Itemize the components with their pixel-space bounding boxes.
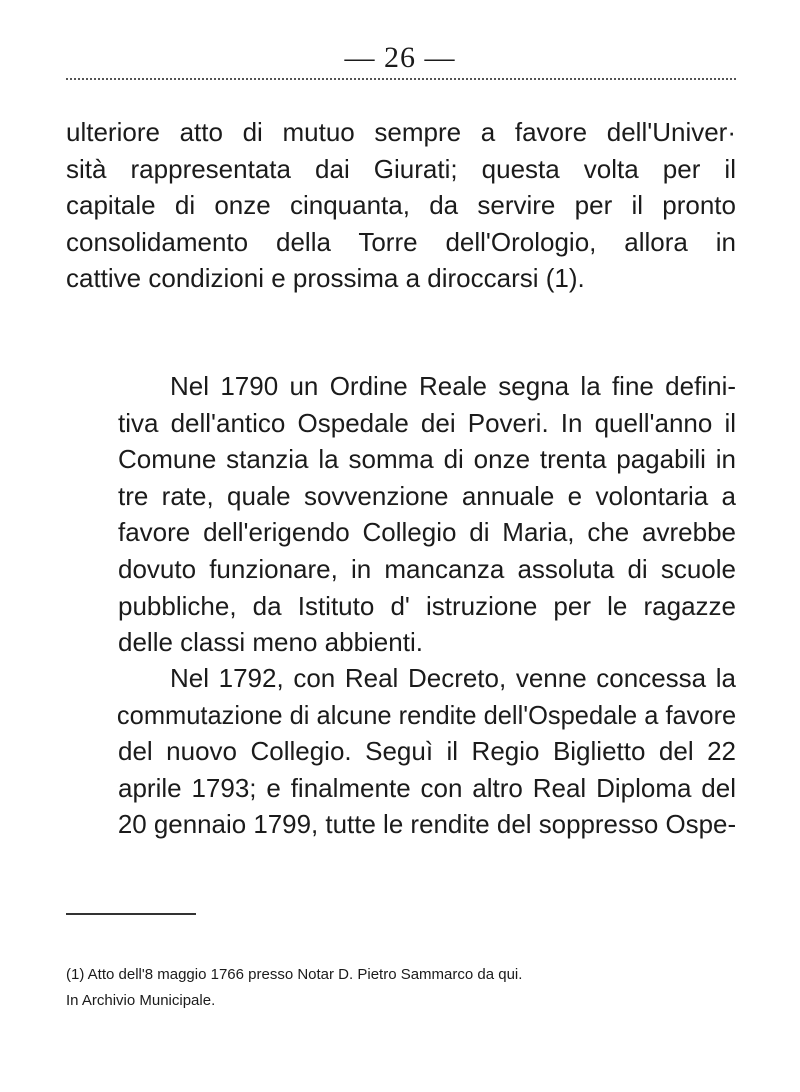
footnote <box>66 962 706 1014</box>
paragraph-line: favore dell'erigendo Collegio di Maria, che avrebbe <box>118 517 736 548</box>
paragraph-line: cattive condizioni e prossima a diroccarsi (1). <box>66 263 585 294</box>
paragraph-line: pubbliche, da Istituto d' istruzione per le ragazze <box>118 590 736 621</box>
paragraph-line: consolidamento della Torre dell'Orologio, allora in <box>66 226 736 257</box>
paragraph-line: dovuto funzionare, in mancanza assoluta di scuole <box>118 553 736 584</box>
paragraph-line: commutazione di alcune rendite dell'Ospedale a favore <box>116 699 737 730</box>
footnote-rule <box>66 913 196 915</box>
paragraph-2 <box>66 368 736 661</box>
footnote-line: (1) Atto dell'8 maggio 1766 presso Notar D. Pietro Sammarco da qui. <box>66 966 523 983</box>
paragraph-line: sità rappresentata dai Giurati; questa volta per il <box>66 153 736 184</box>
paragraph-line: ulteriore atto di mutuo sempre a favore dell'Univer· <box>66 117 736 147</box>
paragraph-line: 20 gennaio 1799, tutte le rendite del soppresso Ospe- <box>117 809 737 840</box>
paragraph-line: Nel 1790 un Ordine Reale segna la fine defini- <box>170 371 736 401</box>
paragraph-line: capitale di onze cinquanta, da servire per il pronto <box>66 190 736 221</box>
paragraph-line: delle classi meno abbienti. <box>118 627 423 658</box>
paragraph-line: tiva dell'antico Ospedale dei Poveri. In quell'anno il <box>118 407 736 438</box>
footnote-line: In Archivio Municipale. <box>66 992 216 1009</box>
paragraph-line: del nuovo Collegio. Seguì il Regio Biglietto del 22 <box>118 736 736 767</box>
paragraph-line: Comune stanzia la somma di onze trenta pagabili in <box>118 444 736 475</box>
paragraph-line: tre rate, quale sovvenzione annuale e volontaria a <box>118 480 736 511</box>
header-dotted-rule <box>66 78 736 80</box>
paragraph-line: Nel 1792, con Real Decreto, venne concessa la <box>170 663 736 693</box>
paragraph-3 <box>66 660 736 843</box>
paragraph-1 <box>66 114 736 297</box>
page-number: — 26 — <box>344 41 456 74</box>
paragraph-line: aprile 1793; e finalmente con altro Real Diploma del <box>118 772 736 803</box>
